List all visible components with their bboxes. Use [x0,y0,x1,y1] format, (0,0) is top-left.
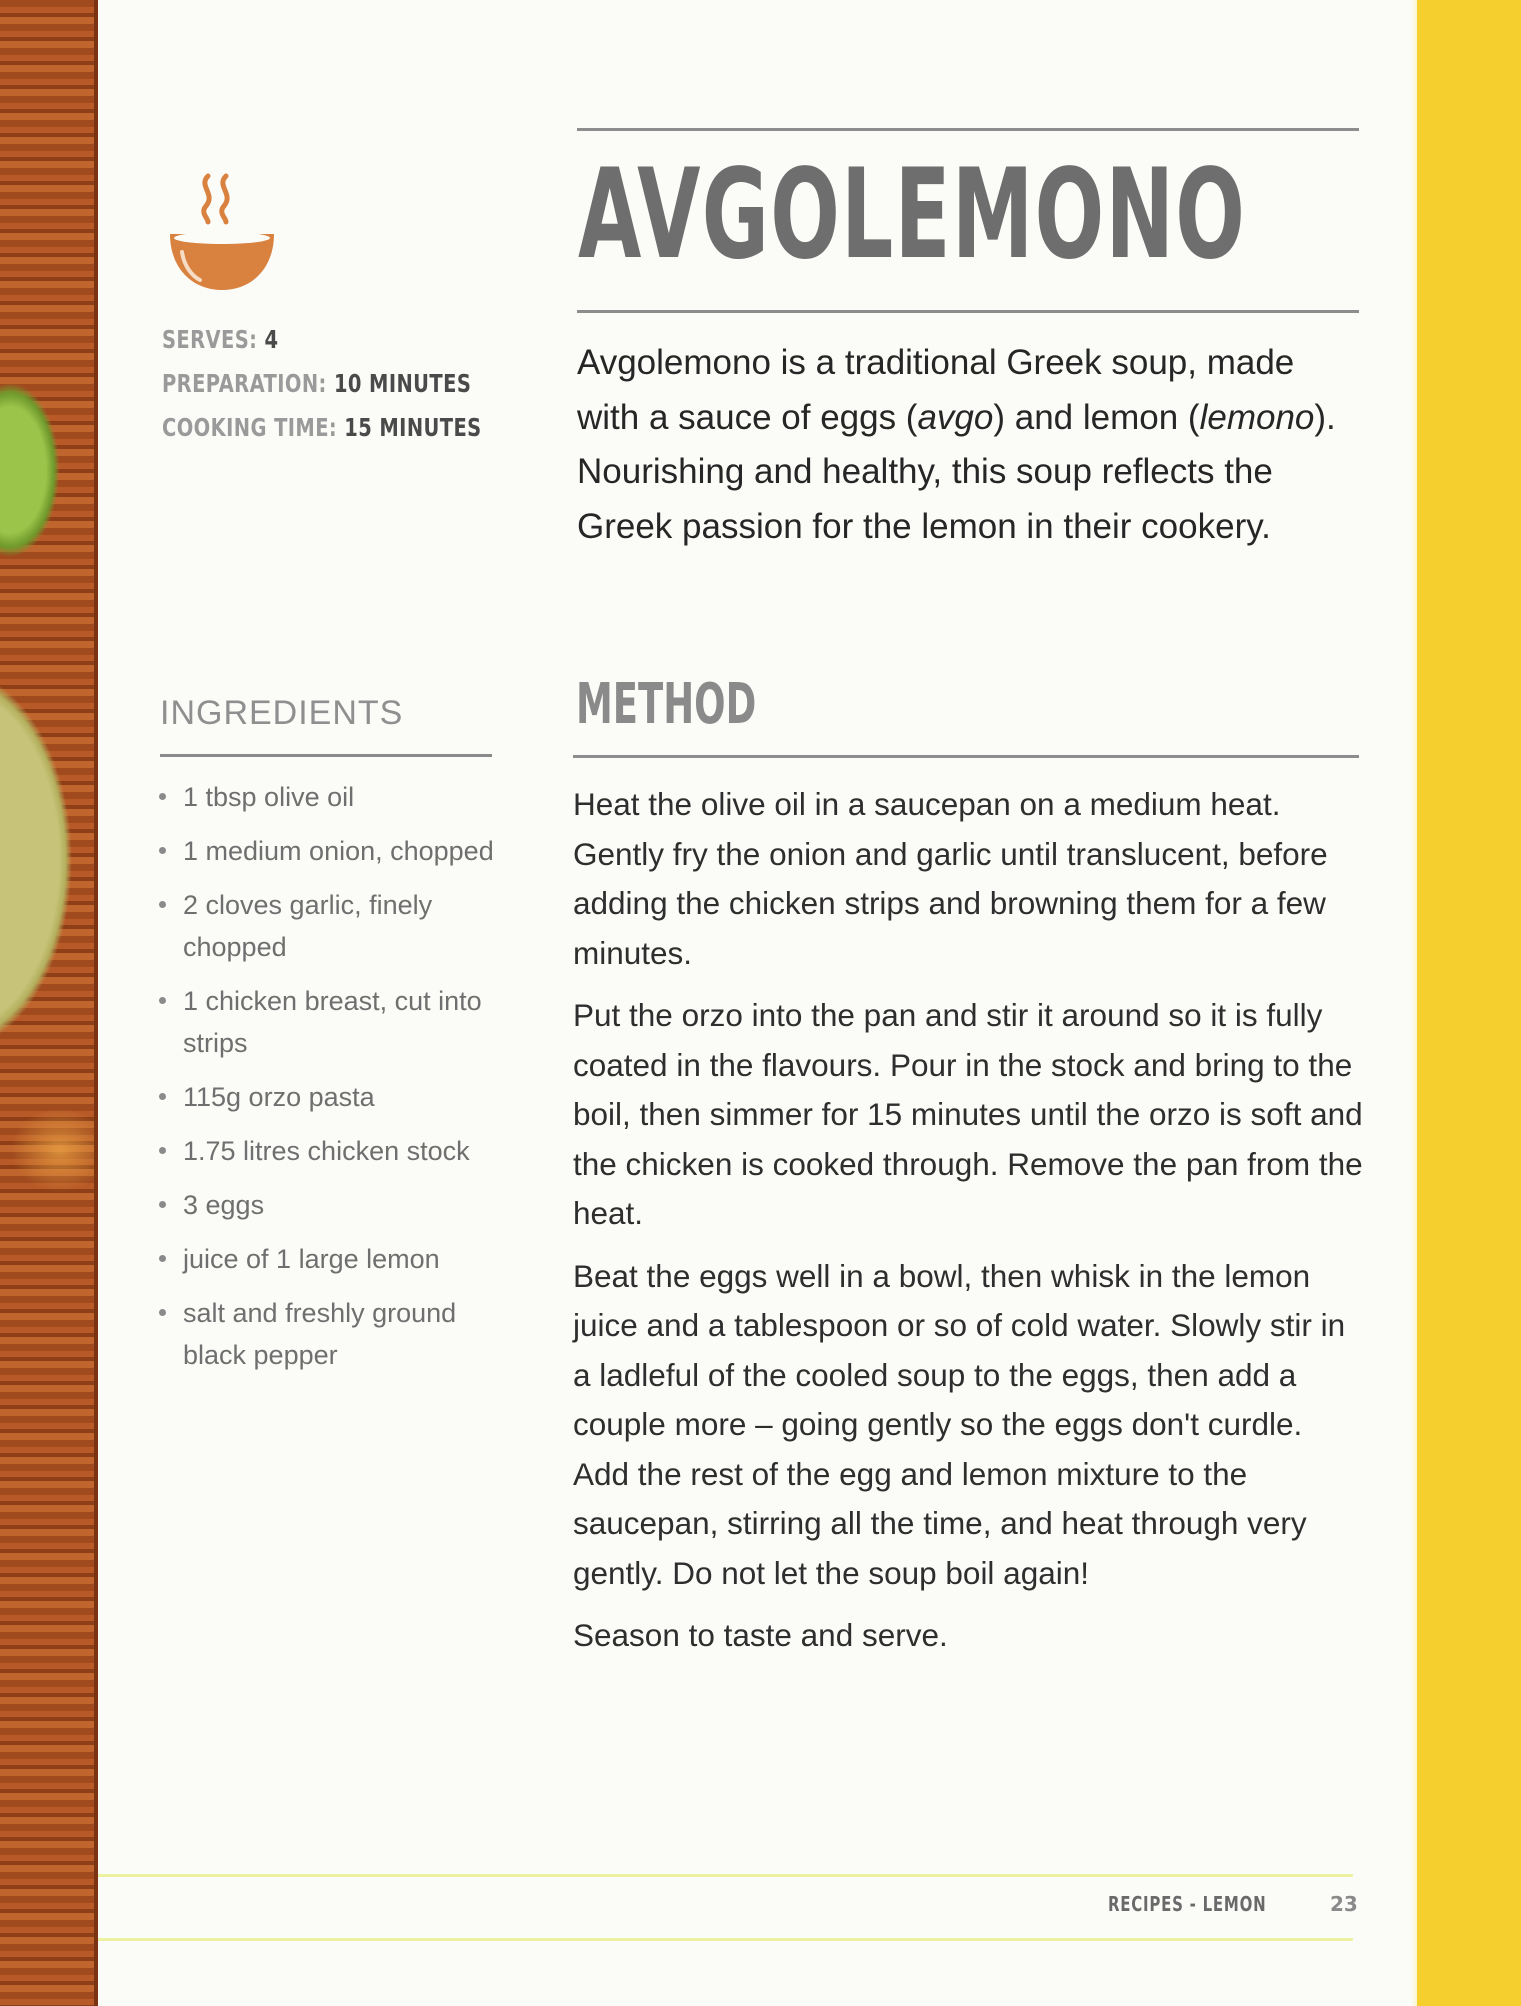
list-item [155,884,500,968]
ingredient-text: juice of 1 large lemon [183,1244,440,1274]
list-item [155,1292,500,1376]
method-steps [573,780,1363,1674]
meta-label: SERVES: [162,325,258,354]
intro-italic-term: avgo [917,397,994,437]
ingredient-text: 3 eggs [183,1190,265,1220]
ingredient-text: 115g orzo pasta [183,1082,375,1112]
page-number: 23 [1330,1892,1358,1916]
soup-bowl-icon [164,168,280,293]
list-item [155,1130,500,1172]
meta-value: 15 MINUTES [344,413,482,442]
list-item [155,830,500,872]
footer-divider [98,1874,1353,1877]
method-step: Beat the eggs well in a bowl, then whisk in the lemon juice and a tablespoon or so of cold water. Slowly stir in a ladleful of the cooled soup to the eggs, then add a couple more – going gently so the eggs don't curdle. Add the rest of the egg and lemon mixture to the saucepan, stirring all the time, and heat through very gently. Do not let the soup boil again! [573,1257,1346,1591]
ingredient-text: salt and freshly ground black pepper [183,1298,457,1370]
page-title: AVGOLEMONO [578,143,1247,287]
recipe-meta [162,318,572,450]
list-item [155,1184,500,1226]
recipe-intro [577,336,1357,554]
footer-divider [98,1938,1353,1941]
bullet-icon [159,847,166,854]
ingredients-list [155,776,500,1388]
intro-text: ). Nourishing and healthy, this soup reflects the Greek passion for the lemon in their cookery. [577,397,1336,546]
bullet-icon [159,1309,166,1316]
ingredient-text: 1 chicken breast, cut into strips [183,986,482,1058]
meta-value: 10 MINUTES [333,369,472,398]
list-item [155,980,500,1064]
list-item [155,1238,500,1280]
bullet-icon [159,1147,166,1154]
divider [577,128,1359,131]
bullet-icon [159,1201,166,1208]
meta-label: PREPARATION: [162,369,327,398]
method-step: Put the orzo into the pan and stir it around so it is fully coated in the flavours. Pour in the stock and bring to the boil, then simmer for 15 minutes until the orzo is soft and the chicken is cooked through. Remove the pan from the heat. [573,997,1363,1231]
method-heading: METHOD [576,672,757,737]
bullet-icon [159,901,166,908]
meta-cooking-time [162,406,482,450]
intro-text: Avgolemono is a traditional Greek soup, made with a sauce of eggs ( [577,343,1295,437]
photo-strip-wood-table [0,0,98,2006]
bullet-icon [159,1255,166,1262]
list-item [155,776,500,818]
divider [160,754,492,757]
intro-italic-term: lemono [1199,397,1315,437]
ingredient-text: 2 cloves garlic, finely chopped [183,890,433,962]
ingredient-text: 1 medium onion, chopped [183,836,494,866]
meta-preparation [162,362,482,406]
meta-label: COOKING TIME: [162,413,338,442]
footer-section-label: RECIPES - LEMON [1108,1892,1267,1916]
bullet-icon [159,997,166,1004]
method-step: Season to taste and serve. [573,1617,948,1653]
meta-serves [162,318,482,362]
intro-text: ) and lemon ( [993,397,1200,437]
divider [577,310,1359,313]
list-item [155,1076,500,1118]
divider [573,755,1359,758]
yellow-edge-strip [1417,0,1521,2006]
meta-value: 4 [264,325,279,354]
ingredient-text: 1 tbsp olive oil [183,782,355,812]
method-step: Heat the olive oil in a saucepan on a medium heat. Gently fry the onion and garlic until translucent, before adding the chicken strips and browning them for a few minutes. [573,786,1328,971]
ingredients-heading: INGREDIENTS [160,694,404,732]
ingredient-text: 1.75 litres chicken stock [183,1136,470,1166]
bullet-icon [159,1093,166,1100]
bullet-icon [159,793,166,800]
